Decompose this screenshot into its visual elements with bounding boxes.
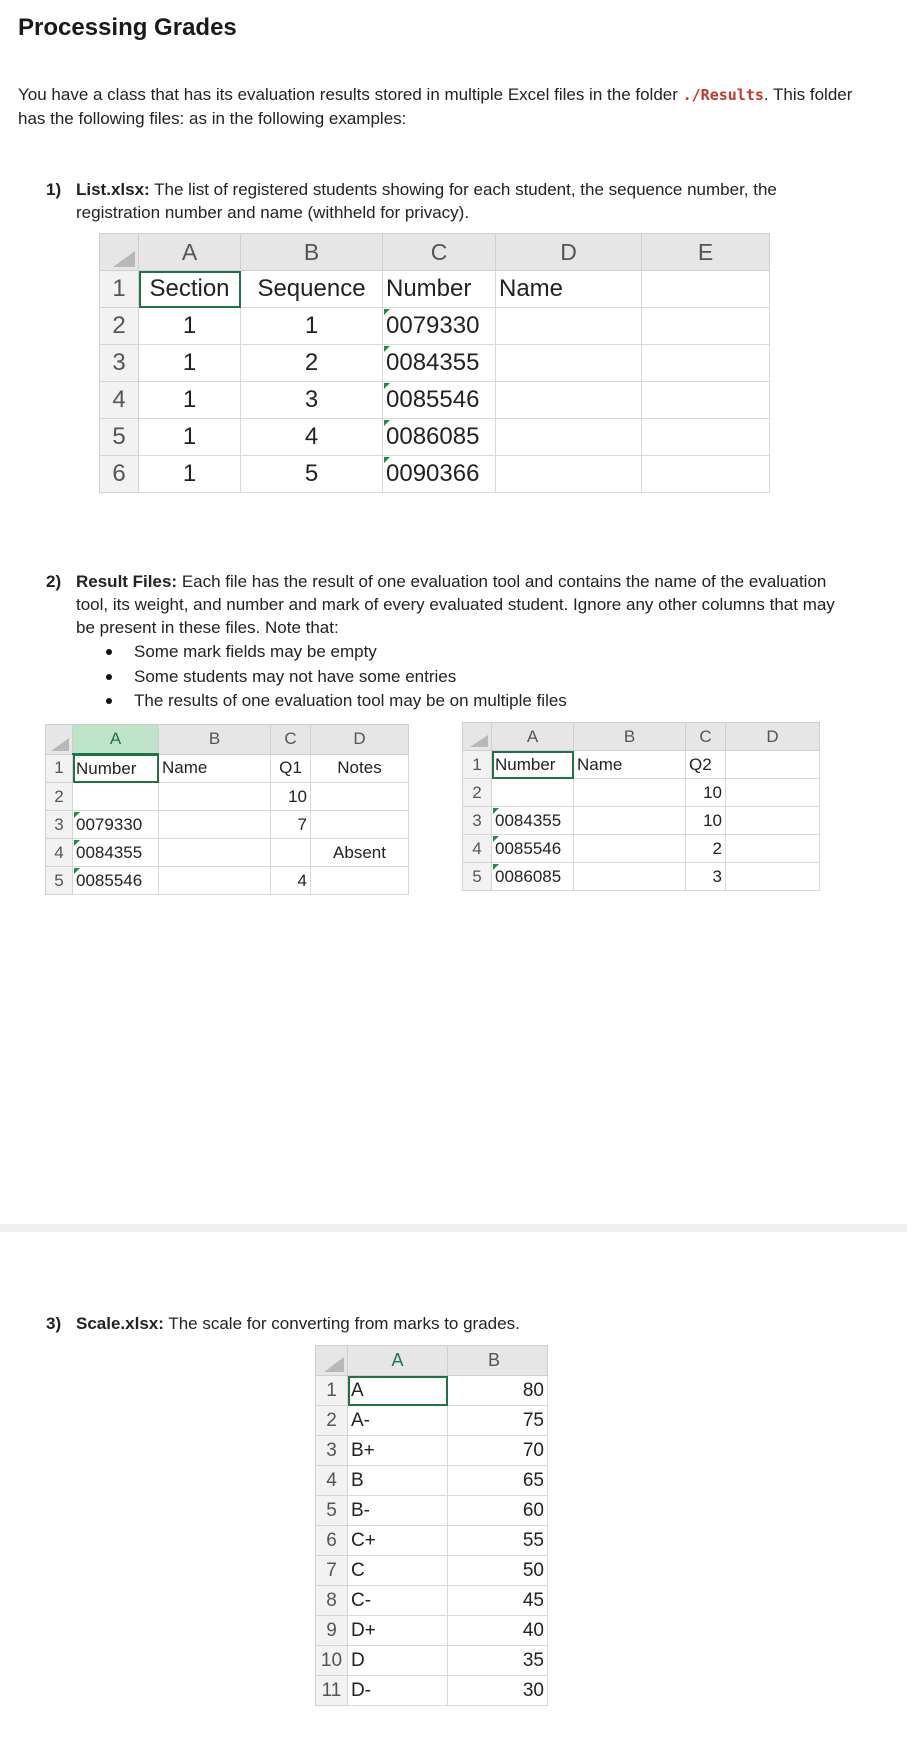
row-header[interactable]: 11 xyxy=(316,1676,348,1706)
cell-number[interactable]: 0086085 xyxy=(383,419,496,456)
cell-name-header[interactable]: Name xyxy=(496,271,642,308)
cell[interactable]: 3 xyxy=(241,382,383,419)
cell[interactable] xyxy=(159,783,271,811)
select-all-corner[interactable] xyxy=(463,723,492,751)
cell-q1-header[interactable]: Q1 xyxy=(271,754,311,783)
row-header[interactable]: 4 xyxy=(46,839,73,867)
cell-mark[interactable]: 30 xyxy=(448,1676,548,1706)
row-header[interactable]: 5 xyxy=(100,419,139,456)
section-label: Scale.xlsx: xyxy=(76,1314,164,1333)
cell-mark[interactable]: 65 xyxy=(448,1466,548,1496)
cell-number[interactable]: 0085546 xyxy=(492,835,574,863)
cell[interactable] xyxy=(574,807,686,835)
section-text: The scale for converting from marks to grades. xyxy=(163,1314,520,1333)
cell-name-header[interactable]: Name xyxy=(159,754,271,783)
row-header[interactable]: 2 xyxy=(316,1406,348,1436)
row-header[interactable]: 7 xyxy=(316,1556,348,1586)
cell-empty[interactable] xyxy=(496,419,642,456)
cell-number-header[interactable]: Number xyxy=(73,754,159,783)
cell-number-header[interactable]: Number xyxy=(492,751,574,779)
row-header[interactable]: 2 xyxy=(100,308,139,345)
section-text: Each file has the result of one evaluation tool and contains the name of the evaluation tool, its weight, and number and mark of every evaluated student. Ignore any other columns that may be present in these files. Note that: xyxy=(76,572,835,637)
cell-empty[interactable] xyxy=(642,308,770,345)
cell[interactable] xyxy=(574,835,686,863)
scale-spreadsheet xyxy=(315,1345,548,1706)
section-number: 3) xyxy=(46,1314,62,1333)
section-number: 2) xyxy=(46,572,62,591)
intro-text-after: . This folder has the following files: as in the following examples: xyxy=(18,85,853,128)
cell-number[interactable]: 0079330 xyxy=(73,811,159,839)
cell-grade[interactable]: C+ xyxy=(348,1526,448,1556)
column-header[interactable]: B xyxy=(241,234,383,271)
column-header[interactable]: A xyxy=(139,234,241,271)
cell[interactable]: 1 xyxy=(139,345,241,382)
column-header[interactable]: C xyxy=(271,725,311,755)
cell-grade[interactable]: B+ xyxy=(348,1436,448,1466)
cell-mark[interactable]: 10 xyxy=(686,807,726,835)
cell[interactable] xyxy=(726,835,820,863)
folder-path: ./Results xyxy=(682,86,764,104)
row-header[interactable]: 3 xyxy=(316,1436,348,1466)
section-text: The list of registered students showing for each student, the sequence number, the registration number and name (withheld for privacy). xyxy=(76,180,777,222)
result-file-1-spreadsheet xyxy=(45,724,409,895)
cell-empty[interactable] xyxy=(642,345,770,382)
cell-name-header[interactable]: Name xyxy=(574,751,686,779)
row-header[interactable]: 9 xyxy=(316,1616,348,1646)
cell-mark[interactable]: 75 xyxy=(448,1406,548,1436)
cell-empty[interactable] xyxy=(726,751,820,779)
cell-notes-header[interactable]: Notes xyxy=(311,754,409,783)
cell-mark[interactable]: 3 xyxy=(686,863,726,891)
cell-q2-header[interactable]: Q2 xyxy=(686,751,726,779)
cell[interactable]: 1 xyxy=(139,419,241,456)
select-all-corner[interactable] xyxy=(46,725,73,755)
cell[interactable] xyxy=(73,783,159,811)
cell-mark[interactable]: 35 xyxy=(448,1646,548,1676)
row-header[interactable]: 5 xyxy=(46,867,73,895)
cell[interactable]: 1 xyxy=(139,456,241,493)
cell-empty[interactable] xyxy=(496,456,642,493)
cell-note[interactable] xyxy=(311,867,409,895)
row-header[interactable]: 8 xyxy=(316,1586,348,1616)
row-header[interactable]: 6 xyxy=(100,456,139,493)
section-label: List.xlsx: xyxy=(76,180,150,199)
cell[interactable] xyxy=(159,867,271,895)
cell-grade[interactable]: C xyxy=(348,1556,448,1586)
column-header[interactable]: C xyxy=(686,723,726,751)
cell-number[interactable]: 0085546 xyxy=(383,382,496,419)
row-header[interactable]: 3 xyxy=(46,811,73,839)
cell-empty[interactable] xyxy=(496,308,642,345)
cell-mark[interactable]: 4 xyxy=(271,867,311,895)
cell[interactable] xyxy=(726,807,820,835)
cell-note[interactable] xyxy=(311,811,409,839)
row-header[interactable]: 4 xyxy=(463,835,492,863)
intro-text-before: You have a class that has its evaluation results stored in multiple Excel files in the folder xyxy=(18,85,683,104)
row-header[interactable]: 5 xyxy=(463,863,492,891)
row-header[interactable]: 3 xyxy=(100,345,139,382)
row-header[interactable]: 3 xyxy=(463,807,492,835)
column-header[interactable]: C xyxy=(383,234,496,271)
section-number: 1) xyxy=(46,180,62,199)
row-header[interactable]: 4 xyxy=(100,382,139,419)
cell-number[interactable]: 0084355 xyxy=(383,345,496,382)
cell-mark[interactable]: 50 xyxy=(448,1556,548,1586)
cell[interactable]: 1 xyxy=(241,308,383,345)
cell-mark[interactable]: 70 xyxy=(448,1436,548,1466)
cell-sequence-header[interactable]: Sequence xyxy=(241,271,383,308)
cell-empty[interactable] xyxy=(642,419,770,456)
section-result-files xyxy=(46,570,856,639)
row-header[interactable]: 1 xyxy=(316,1376,348,1406)
cell[interactable] xyxy=(574,863,686,891)
column-header[interactable]: B xyxy=(574,723,686,751)
cell[interactable] xyxy=(159,811,271,839)
row-header[interactable]: 10 xyxy=(316,1646,348,1676)
cell-number[interactable]: 0090366 xyxy=(383,456,496,493)
row-header[interactable]: 4 xyxy=(316,1466,348,1496)
column-header[interactable]: D xyxy=(726,723,820,751)
cell[interactable] xyxy=(492,779,574,807)
cell-note[interactable]: Absent xyxy=(311,839,409,867)
cell[interactable]: 4 xyxy=(241,419,383,456)
cell-empty[interactable] xyxy=(642,271,770,308)
cell[interactable]: 2 xyxy=(241,345,383,382)
row-header[interactable]: 2 xyxy=(46,783,73,811)
cell-mark[interactable]: 80 xyxy=(448,1376,548,1406)
cell-mark[interactable]: 40 xyxy=(448,1616,548,1646)
cell[interactable]: 1 xyxy=(139,308,241,345)
list-item: Some mark fields may be empty xyxy=(100,640,567,665)
cell-number-header[interactable]: Number xyxy=(383,271,496,308)
row-header[interactable]: 1 xyxy=(100,271,139,308)
result-file-2-spreadsheet xyxy=(462,722,820,891)
cell-grade[interactable]: A xyxy=(348,1376,448,1406)
cell-grade[interactable]: A- xyxy=(348,1406,448,1436)
cell-empty[interactable] xyxy=(496,345,642,382)
page-title: Processing Grades xyxy=(18,14,237,41)
cell-grade[interactable]: D+ xyxy=(348,1616,448,1646)
column-header[interactable]: A xyxy=(492,723,574,751)
page-divider xyxy=(0,1224,907,1232)
row-header[interactable]: 1 xyxy=(463,751,492,779)
cell-empty[interactable] xyxy=(496,382,642,419)
select-all-corner[interactable] xyxy=(316,1346,348,1376)
column-header[interactable]: D xyxy=(311,725,409,755)
cell[interactable]: 5 xyxy=(241,456,383,493)
cell-empty[interactable] xyxy=(642,456,770,493)
section-list xyxy=(46,178,846,224)
cell-mark[interactable]: 10 xyxy=(271,783,311,811)
list-item: The results of one evaluation tool may be on multiple files xyxy=(100,689,567,714)
cell[interactable] xyxy=(726,863,820,891)
cell[interactable] xyxy=(159,839,271,867)
list-spreadsheet xyxy=(99,233,770,493)
row-header[interactable]: 5 xyxy=(316,1496,348,1526)
cell-grade[interactable]: B- xyxy=(348,1496,448,1526)
column-header[interactable]: A xyxy=(348,1346,448,1376)
cell-mark[interactable]: 10 xyxy=(686,779,726,807)
cell-grade[interactable]: D- xyxy=(348,1676,448,1706)
cell-mark[interactable]: 45 xyxy=(448,1586,548,1616)
row-header[interactable]: 1 xyxy=(46,754,73,783)
section-scale xyxy=(46,1312,846,1335)
intro-paragraph xyxy=(18,83,878,130)
cell-note[interactable] xyxy=(311,783,409,811)
cell-mark[interactable]: 55 xyxy=(448,1526,548,1556)
cell-mark[interactable] xyxy=(271,839,311,867)
cell-mark[interactable]: 7 xyxy=(271,811,311,839)
column-header[interactable]: D xyxy=(496,234,642,271)
cell[interactable] xyxy=(574,779,686,807)
cell[interactable] xyxy=(726,779,820,807)
cell-grade[interactable]: D xyxy=(348,1646,448,1676)
column-header[interactable]: E xyxy=(642,234,770,271)
cell-section-header[interactable]: Section xyxy=(139,271,241,308)
cell-mark[interactable]: 2 xyxy=(686,835,726,863)
cell-number[interactable]: 0086085 xyxy=(492,863,574,891)
cell-grade[interactable]: B xyxy=(348,1466,448,1496)
list-item: Some students may not have some entries xyxy=(100,665,567,690)
cell-mark[interactable]: 60 xyxy=(448,1496,548,1526)
select-all-corner[interactable] xyxy=(100,234,139,271)
cell-number[interactable]: 0084355 xyxy=(73,839,159,867)
cell[interactable]: 1 xyxy=(139,382,241,419)
cell-number[interactable]: 0084355 xyxy=(492,807,574,835)
notes-list xyxy=(100,640,567,714)
cell-number[interactable]: 0085546 xyxy=(73,867,159,895)
row-header[interactable]: 2 xyxy=(463,779,492,807)
column-header[interactable]: B xyxy=(159,725,271,755)
cell-empty[interactable] xyxy=(642,382,770,419)
column-header[interactable]: A xyxy=(73,725,159,755)
cell-grade[interactable]: C- xyxy=(348,1586,448,1616)
section-label: Result Files: xyxy=(76,572,178,591)
cell-number[interactable]: 0079330 xyxy=(383,308,496,345)
row-header[interactable]: 6 xyxy=(316,1526,348,1556)
column-header[interactable]: B xyxy=(448,1346,548,1376)
